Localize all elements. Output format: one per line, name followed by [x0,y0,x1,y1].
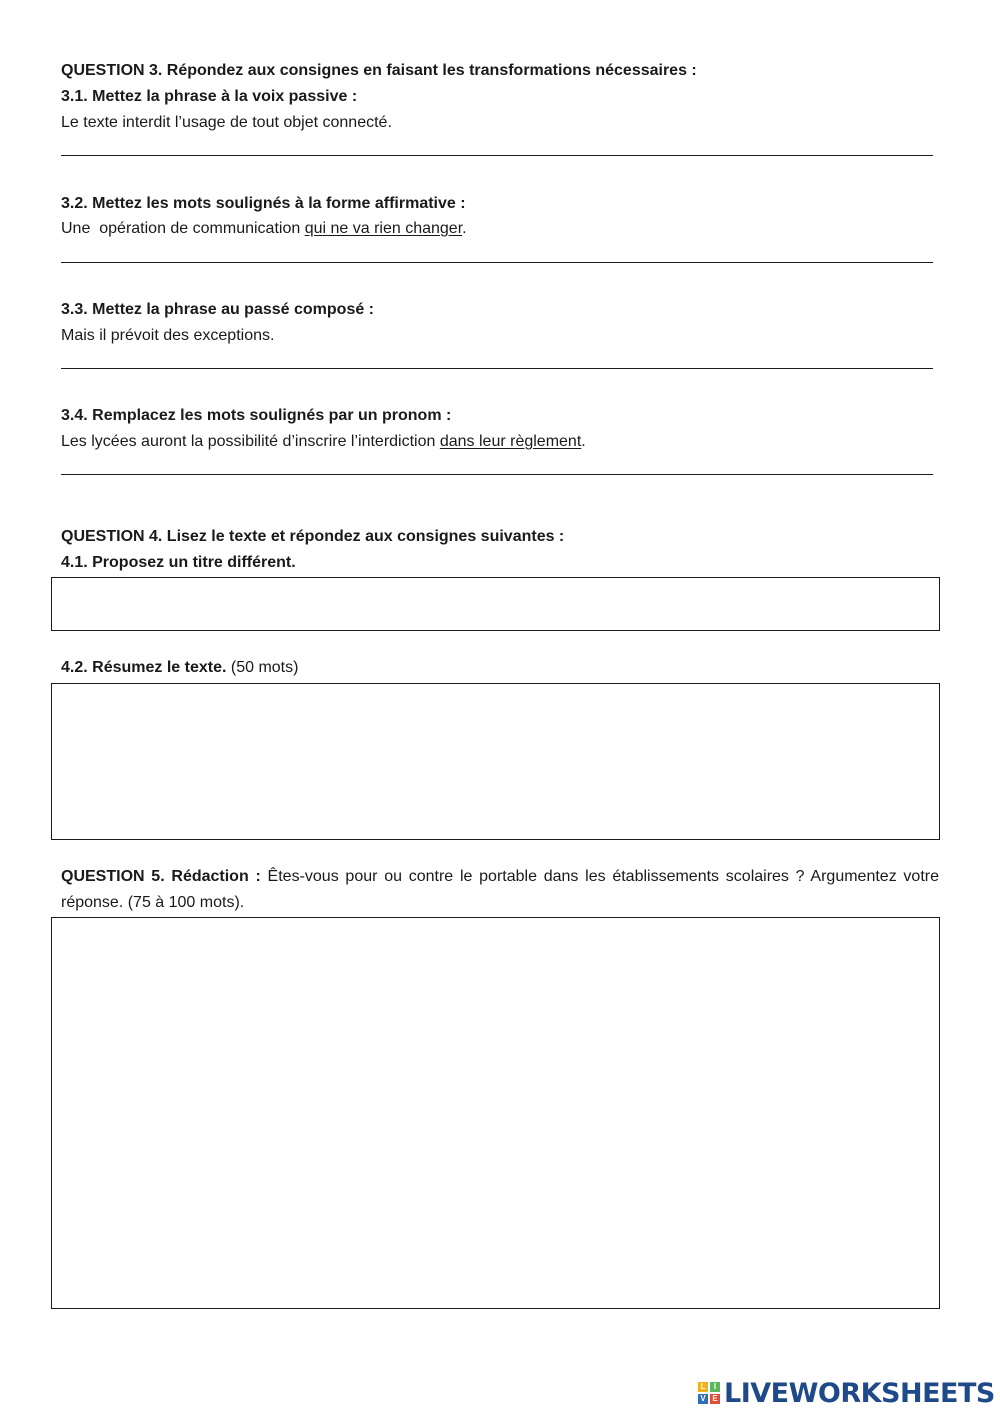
sentence-end: . [462,220,467,237]
item-3-4-label: 3.4. Remplacez les mots soulignés par un pronom : [61,407,452,424]
answer-line-3-3[interactable] [61,368,933,369]
logo-letter-i: I [710,1382,720,1392]
item-3-2-label: 3.2. Mettez les mots soulignés à la forme affirmative : [61,195,466,212]
sentence-end: . [581,433,586,450]
question-5-prompt: Êtes-vous pour ou contre le portable dans les établissements scolaires ? Argumentez votre réponse. (75 à 100 mots). [61,868,940,911]
question-3-heading: QUESTION 3. Répondez aux consignes en faisant les transformations nécessaires : [61,62,697,79]
question-5-heading: QUESTION 5. Rédaction : [61,868,261,885]
word-count-note: (50 mots) [226,659,299,676]
answer-box-4-1[interactable] [51,577,940,631]
item-4-2-label [61,658,298,678]
item-3-1-label: 3.1. Mettez la phrase à la voix passive : [61,88,358,105]
item-3-2-sentence [61,219,467,239]
sentence-text: Le texte interdit l’usage de tout objet connecté. [61,114,392,131]
item-3-4-sentence [61,432,586,452]
underlined-words: qui ne va rien changer [304,220,463,237]
sentence-text: Une opération de communication [61,220,305,237]
logo-letter-l: L [698,1382,708,1392]
logo-letter-v: V [698,1394,708,1404]
logo-mark-icon [698,1382,720,1404]
answer-box-5[interactable] [51,917,940,1309]
item-4-2-title: 4.2. Résumez le texte. [61,659,227,676]
sentence-text: Les lycées auront la possibilité d’inscrire l’interdiction [61,433,440,450]
answer-line-3-1[interactable] [61,155,933,156]
underlined-words: dans leur règlement [439,433,582,450]
answer-box-4-2[interactable] [51,683,940,840]
sentence-text: Mais il prévoit des exceptions. [61,327,275,344]
logo-letter-e: E [710,1394,720,1404]
item-3-3-label: 3.3. Mettez la phrase au passé composé : [61,301,375,318]
question-5-text [61,864,939,916]
item-4-1-label: 4.1. Proposez un titre différent. [61,554,296,571]
answer-line-3-4[interactable] [61,474,933,475]
question-4-heading: QUESTION 4. Lisez le texte et répondez aux consignes suivantes : [61,528,565,545]
liveworksheets-logo[interactable] [698,1378,995,1408]
item-3-3-sentence [61,326,274,346]
answer-line-3-2[interactable] [61,262,933,263]
item-3-1-sentence [61,113,392,133]
logo-wordmark: LIVEWORKSHEETS [724,1377,995,1409]
